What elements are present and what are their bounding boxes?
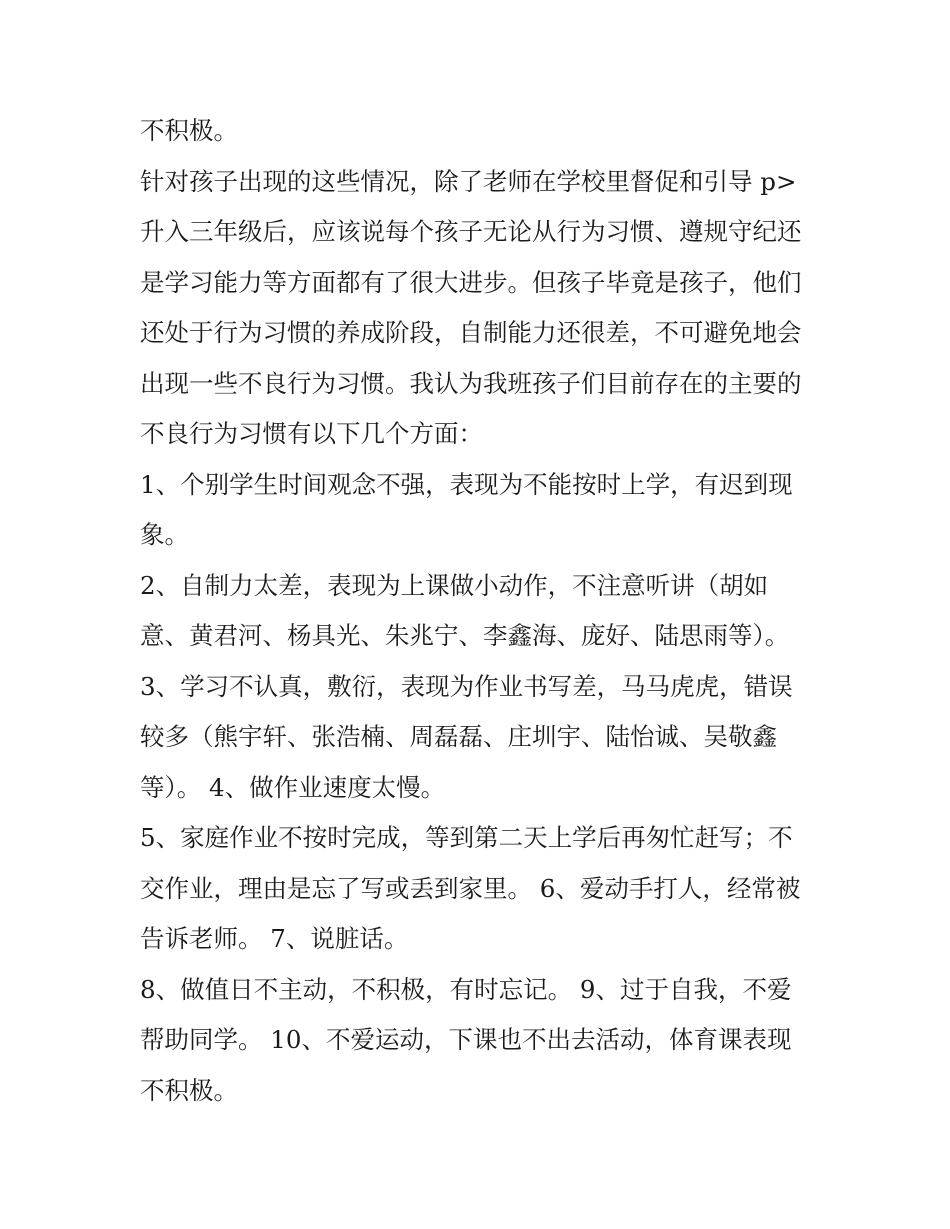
text-line: 8、做值日不主动，不积极，有时忘记。 9、过于自我，不爱	[140, 974, 792, 1004]
text-line: 1、个别学生时间观念不强，表现为不能按时上学，有迟到现	[140, 469, 793, 499]
text-line: 出现一些不良行为习惯。我认为我班孩子们目前存在的主要的	[140, 368, 802, 398]
text-line: 5、家庭作业不按时完成，等到第二天上学后再匆忙赶写；不	[140, 823, 793, 852]
text-line: 等）。 4、做作业速度太慢。	[140, 772, 446, 802]
text-line: 不积极。	[140, 1075, 238, 1105]
text-line: 较多（熊宇轩、张浩楠、周磊磊、庄圳宇、陆怡诚、吴敬鑫	[140, 722, 777, 751]
text-line: 升入三年级后，应该说每个孩子无论从行为习惯、遵规守纪还	[140, 217, 802, 246]
document-body	[140, 106, 820, 1116]
text-line: 象。	[140, 520, 189, 549]
text-line: 不积极。	[140, 116, 238, 145]
text-line: 告诉老师。 7、说脏话。	[140, 924, 409, 953]
text-line: 不良行为习惯有以下几个方面：	[140, 419, 483, 448]
text-line: 意、黄君河、杨具光、朱兆宁、李鑫海、庞好、陆思雨等）。	[140, 621, 790, 650]
text-line: 2、自制力太差，表现为上课做小动作，不注意听讲（胡如	[140, 570, 769, 600]
text-line: 是学习能力等方面都有了很大进步。但孩子毕竟是孩子，他们	[140, 267, 802, 297]
text-line: 还处于行为习惯的养成阶段，自制能力还很差，不可避免地会	[140, 318, 802, 347]
text-line: 针对孩子出现的这些情况，除了老师在学校里督促和引导 p>	[140, 166, 797, 196]
text-line: 3、学习不认真，敷衍，表现为作业书写差，马马虎虎，错误	[140, 671, 793, 701]
text-line: 帮助同学。 10、不爱运动，下课也不出去活动，体育课表现	[140, 1025, 792, 1054]
text-line: 交作业，理由是忘了写或丢到家里。 6、爱动手打人，经常被	[140, 873, 801, 903]
